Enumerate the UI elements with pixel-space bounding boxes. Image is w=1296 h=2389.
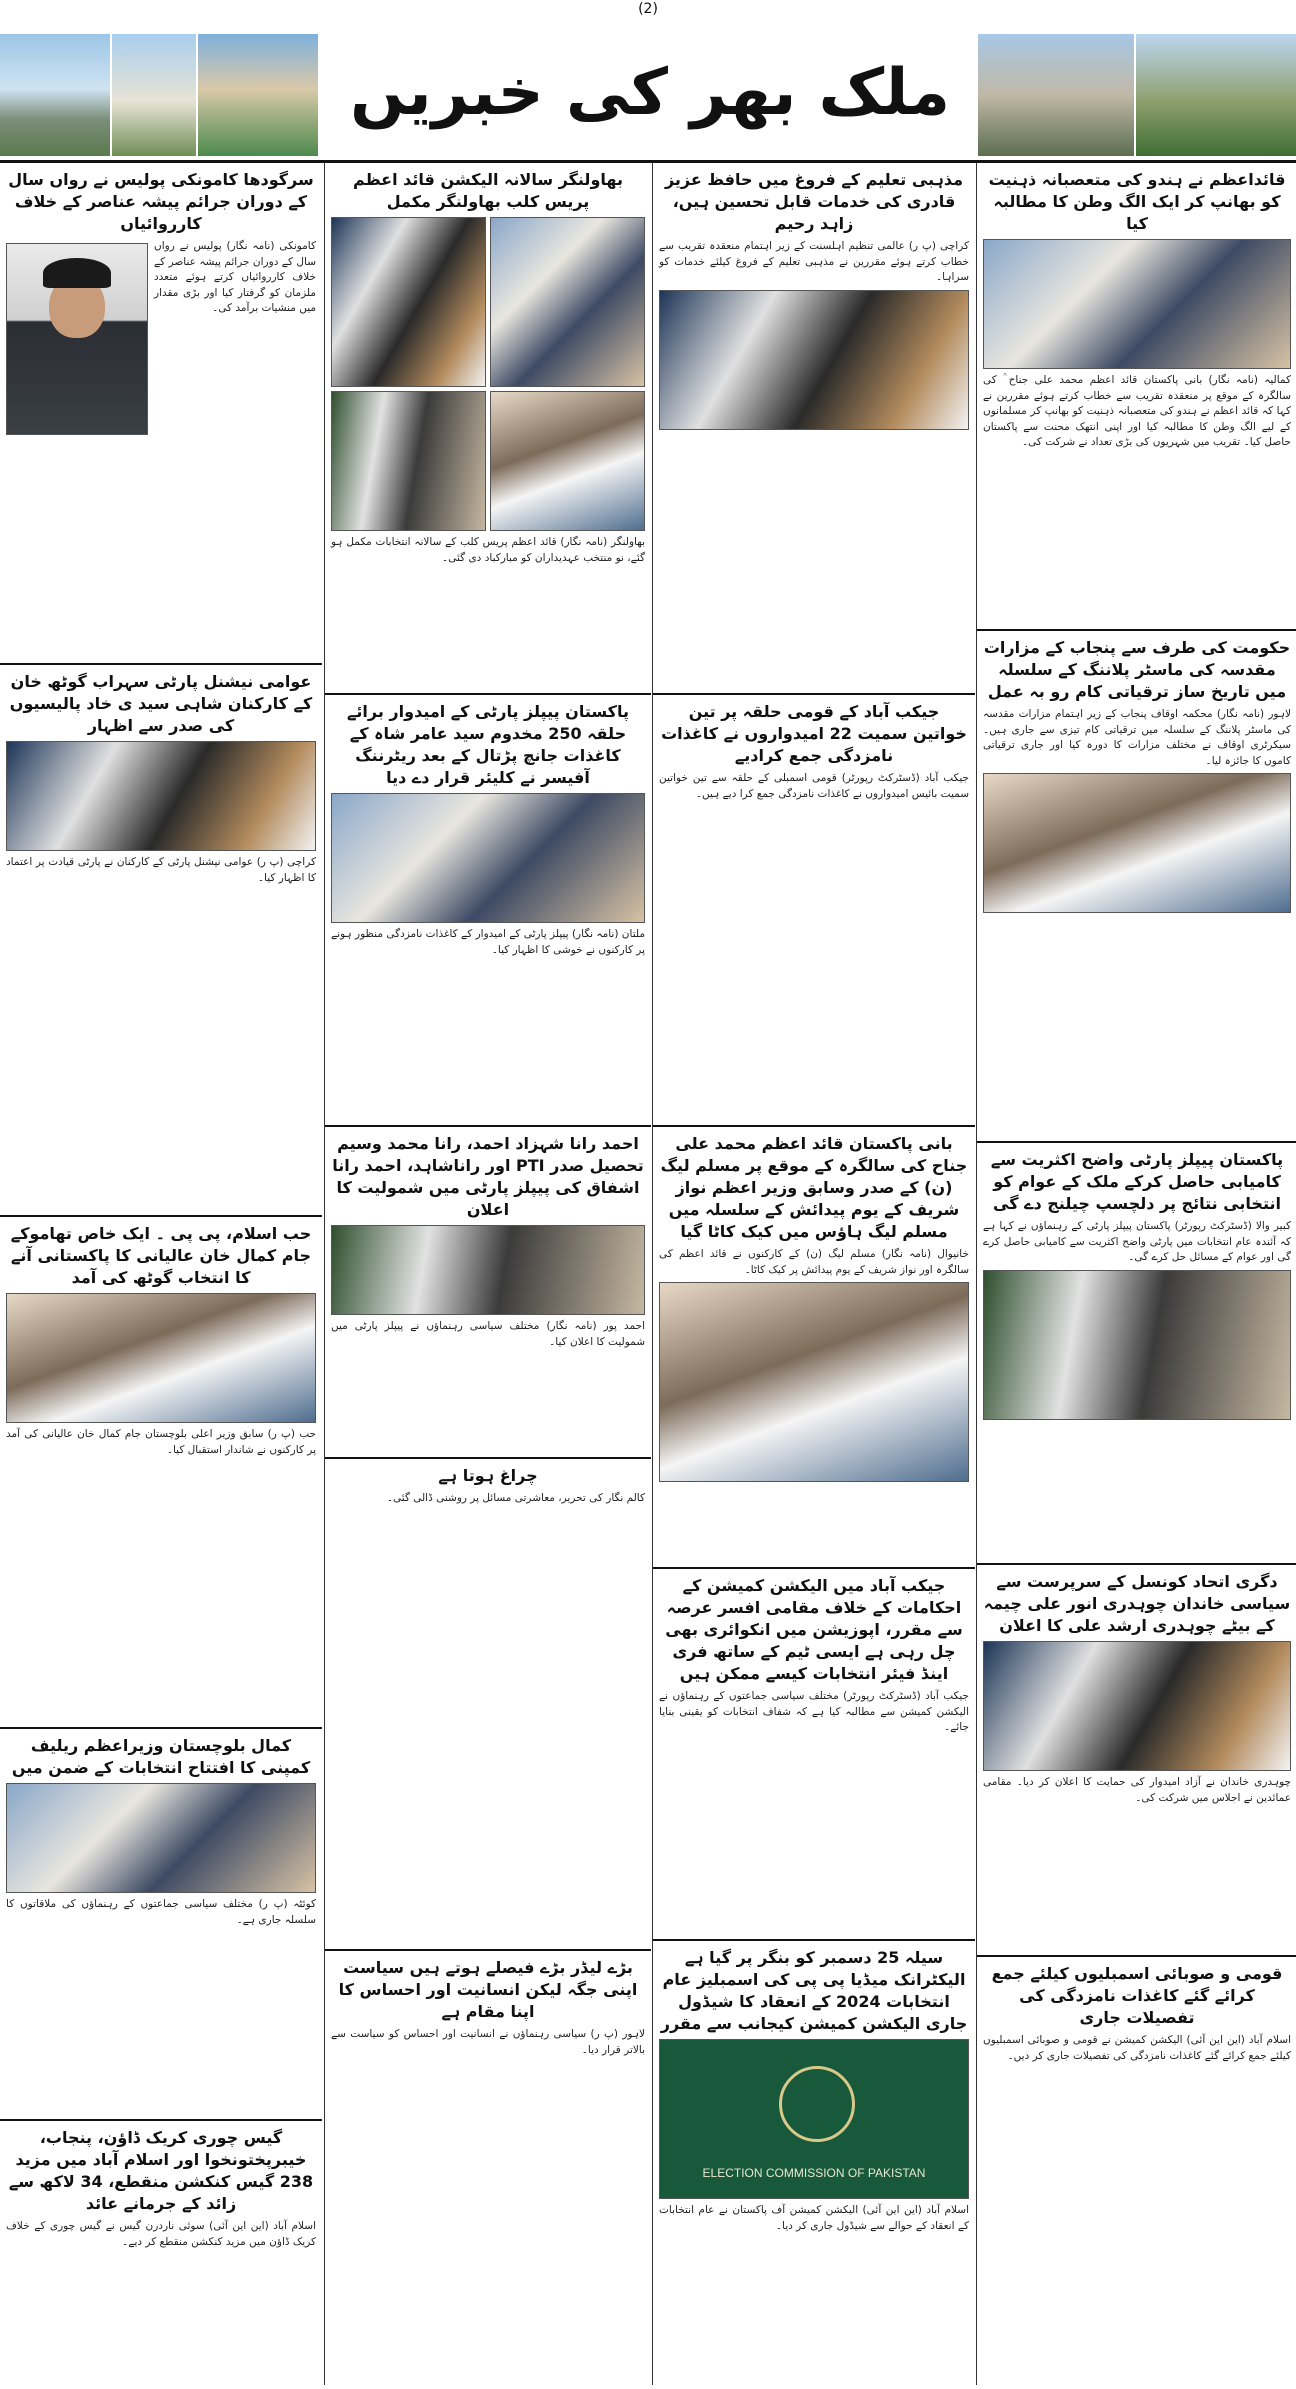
headline: چراغ ہوتا ہے <box>438 1466 538 1485</box>
headline: احمد رانا شہزاد احمد، رانا محمد وسیم تحصیل صدر PTI اور راناشاہد، احمد رانا اشفاق کی پیپلز پارٹی میں شمولیت کا اعلان <box>332 1134 644 1219</box>
photo <box>331 391 486 531</box>
headline: قومی و صوبائی اسمبلیوں کیلئے جمع کرائے گئے کاغذات نامزدگی کی تفصیلات جاری <box>991 1964 1283 2027</box>
article <box>0 163 322 665</box>
article-body: کمالیہ (نامہ نگار) بانی پاکستان قائد اعظم محمد علی جناح ؒ کی سالگرہ کے موقع پر منعقدہ تقریب سے خطاب کرتے ہوئے مقررین نے کہا کہ قائد اعظم نے ہندو کی متعصبانہ ذہنیت کو بھانپ کر مسلمانوں کے لیے الگ وطن کا مطالبہ کیا اور اپنی انتھک محنت سے پاکستان حاصل کیا۔ تقریب میں شہریوں کی بڑی تعداد نے شرکت کی۔ <box>983 374 1291 448</box>
article <box>977 163 1296 631</box>
article-body: لاہور (نامہ نگار) محکمہ اوقاف پنجاب کے زیر اہتمام مزارات مقدسہ کی ماسٹر پلاننگ کے سلسلہ میں ترقیاتی کام تیزی سے جاری ہیں۔ سیکرٹری اوقاف نے مختلف مزارات کا دورہ کیا اور جاری ترقیاتی کاموں کا جائزہ لیا۔ <box>983 708 1291 767</box>
headline: بانی پاکستان قائد اعظم محمد علی جناح کی سالگرہ کے موقع پر مسلم لیگ (ن) کے صدر وسابق وزیر اعظم نواز شریف کے یوم پیدائش کے سلسلہ میں مسلم لیگ ہاؤس میں کیک کاٹا گیا <box>660 1134 968 1241</box>
photo <box>331 217 486 387</box>
photo <box>490 391 645 531</box>
article-body: چوہدری خاندان نے آزاد امیدوار کی حمایت کا اعلان کر دیا۔ مقامی عمائدین نے اجلاس میں شرکت کی۔ <box>983 1776 1291 1804</box>
police-officer-photo <box>6 243 148 435</box>
photo <box>659 1282 969 1482</box>
article <box>325 695 651 1127</box>
photo <box>983 1641 1291 1771</box>
article-body: اسلام آباد (این این آئی) الیکشن کمیشن آف پاکستان نے عام انتخابات کے انعقاد کے حوالے سے شیڈول جاری کر دیا۔ <box>659 2204 969 2232</box>
headline: جیکب آباد میں الیکشن کمیشن کے احکامات کے خلاف مقامی افسر عرصہ سے مقرر، اپوزیشن میں انکوائری بھی چل رہی ہے ایسی ٹیم کے ساتھ فری اینڈ فیئر انتخابات کیسے ممکن ہیں <box>665 1576 963 1683</box>
article <box>653 163 975 695</box>
page-number: (2) <box>638 1 658 17</box>
article <box>0 2121 322 2385</box>
article <box>325 1127 651 1459</box>
photo <box>6 1783 316 1893</box>
headline: حکومت کی طرف سے پنجاب کے مزارات مقدسہ کی ماسٹر پلاننگ کے سلسلہ میں تاریخ ساز ترقیاتی کام رو بہ عمل <box>983 638 1291 701</box>
photo <box>659 290 969 430</box>
article <box>0 665 322 1217</box>
photo <box>490 217 645 387</box>
column-2 <box>652 163 975 2385</box>
masthead-title: ملک بھر کی خبریں <box>350 56 950 130</box>
article-body: احمد پور (نامہ نگار) مختلف سیاسی رہنماؤں نے پیپلز پارٹی میں شمولیت کا اعلان کیا۔ <box>331 1320 645 1348</box>
article <box>0 1217 322 1729</box>
photo <box>331 1225 645 1315</box>
article <box>653 1127 975 1569</box>
column-4 <box>0 163 322 2385</box>
headline: بڑے لیڈر بڑے فیصلے ہوتے ہیں سیاست اپنی جگہ لیکن انسانیت اور احساس کا اپنا مقام ہے <box>338 1958 638 2021</box>
column-3 <box>324 163 651 2385</box>
masthead-photo-right-1 <box>1136 34 1296 156</box>
article <box>977 1957 1296 2385</box>
article <box>977 1143 1296 1565</box>
photo <box>331 793 645 923</box>
article <box>653 695 975 1127</box>
article-body: کامونکی (نامہ نگار) پولیس نے رواں سال کے دوران جرائم پیشہ عناصر کے خلاف کارروائیاں کرتے ہوئے متعدد ملزمان کو گرفتار کیا اور بڑی مقدار میں منشیات برآمد کی۔ <box>154 240 316 314</box>
headline: عوامی نیشنل پارٹی سہراب گوٹھ خان کے کارکنان شاہی سید ی خاد پالیسیوں کی صدر سے اظہار <box>9 672 313 735</box>
article-body: ملتان (نامہ نگار) پیپلز پارٹی کے امیدوار کے کاغذات نامزدگی منظور ہونے پر کارکنوں نے خوشی کا اظہار کیا۔ <box>331 928 645 956</box>
article-body: حب (پ ر) سابق وزیر اعلی بلوچستان جام کمال خان عالیانی کی آمد پر کارکنوں نے شاندار استقبال کیا۔ <box>6 1428 316 1456</box>
headline: جیکب آباد کے قومی حلقہ پر تین خواتین سمیت 22 امیدواروں نے کاغذات نامزدگی جمع کرادیے <box>661 702 967 765</box>
article-body: کبیر والا (ڈسٹرکٹ رپورٹر) پاکستان پیپلز پارٹی کے رہنماؤں نے کہا ہے کہ آئندہ عام انتخابات میں پارٹی واضح اکثریت سے کامیابی حاصل کرے گی اور عوام کے مسائل حل کرے گی۔ <box>983 1220 1291 1263</box>
article-body: جیکب آباد (ڈسٹرکٹ رپورٹر) مختلف سیاسی جماعتوں کے رہنماؤں نے الیکشن کمیشن سے مطالبہ کیا ہے کہ شفاف انتخابات کو یقینی بنایا جائے۔ <box>659 1690 969 1733</box>
article-body: اسلام آباد (این این آئی) الیکشن کمیشن نے قومی و صوبائی اسمبلیوں کیلئے جمع کرائے گئے کاغذات نامزدگی کی تفصیلات جاری کر دیں۔ <box>983 2034 1291 2062</box>
article-body: خانیوال (نامہ نگار) مسلم لیگ (ن) کے کارکنوں نے قائد اعظم کی سالگرہ اور نواز شریف کے یوم پیدائش پر کیک کاٹا۔ <box>659 1248 969 1276</box>
headline: گیس چوری کریک ڈاؤن، پنجاب، خیبرپختونخوا اور اسلام آباد میں مزید 238 گیس کنکشن منقطع، 34 لاکھ سے زائد کے جرمانے عائد <box>8 2128 314 2213</box>
article-body: اسلام آباد (این این آئی) سوئی ناردرن گیس نے گیس چوری کے خلاف کریک ڈاؤن میں مزید کنکشن منقطع کر دیے۔ <box>6 2220 316 2248</box>
photo <box>983 239 1291 369</box>
article <box>325 163 651 695</box>
masthead <box>0 20 1296 163</box>
headline: پاکستان پیپلز پارٹی واضح اکثریت سے کامیابی حاصل کرکے ملک کے عوام کو انتخابی نتائج پر دلچسپ چیلنج دے گی <box>990 1150 1284 1213</box>
article <box>325 1951 651 2381</box>
headline: سیلہ 25 دسمبر کو بنگر پر گیا ہے الیکٹرانک میڈیا پی پی کی اسمبلیز عام انتخابات 2024 کے انعقاد کا شیڈول جاری الیکشن کمیشن کیجانب سے مقرر <box>660 1948 968 2033</box>
article-body: بھاولنگر (نامہ نگار) قائد اعظم پریس کلب کے سالانہ انتخابات مکمل ہو گئے، نو منتخب عہدیداران کو مبارکباد دی گئی۔ <box>331 536 645 564</box>
photo <box>6 741 316 851</box>
headline: پاکستان پیپلز پارٹی کے امیدوار برائے حلقہ 250 مخدوم سید عامر شاہ کے کاغذات جانچ پڑتال کے بعد ریٹرننگ آفیسر نے کلیئر قرار دے دیا <box>347 702 629 787</box>
article-body: کالم نگار کی تحریر، معاشرتی مسائل پر روشنی ڈالی گئی۔ <box>386 1492 645 1504</box>
headline: کمال بلوچستان وزیراعظم ریلیف کمپنی کا افتتاح انتخابات کے ضمن میں <box>11 1736 311 1777</box>
photo <box>983 1270 1291 1420</box>
masthead-photo-left-3 <box>198 34 318 156</box>
masthead-photo-right-2 <box>978 34 1134 156</box>
ecp-photo-text: ELECTION COMMISSION OF PAKISTAN <box>702 2166 926 2180</box>
article <box>977 1565 1296 1957</box>
article-body: جیکب آباد (ڈسٹرکٹ رپورٹر) قومی اسمبلی کے حلقہ سے تین خواتین سمیت بائیس امیدواروں نے کاغذات نامزدگی جمع کرا دیے ہیں۔ <box>659 772 969 800</box>
masthead-photo-left-2 <box>112 34 196 156</box>
photo <box>6 1293 316 1423</box>
column-1 <box>976 163 1296 2385</box>
headline: قائداعظم نے ہندو کی متعصبانہ ذہنیت کو بھانپ کر ایک الگ وطن کا مطالبہ کیا <box>988 170 1286 233</box>
article <box>0 1729 322 2121</box>
article-body: کوئٹہ (پ ر) مختلف سیاسی جماعتوں کے رہنماؤں کی ملاقاتوں کا سلسلہ جاری ہے۔ <box>6 1898 316 1926</box>
headline: سرگودھا کامونکی پولیس نے رواں سال کے دوران جرائم پیشہ عناصر کے خلاف کارروائیاں <box>8 170 314 233</box>
article-body: کراچی (پ ر) عوامی نیشنل پارٹی کے کارکنان نے پارٹی قیادت پر اعتماد کا اظہار کیا۔ <box>6 856 316 884</box>
article-body: لاہور (پ ر) سیاسی رہنماؤں نے انسانیت اور احساس کو سیاست سے بالاتر قرار دیا۔ <box>331 2028 645 2056</box>
masthead-photo-left-1 <box>0 34 110 156</box>
photo <box>983 773 1291 913</box>
headline: مذہبی تعلیم کے فروغ میں حافظ عزیز قادری کی خدمات قابل تحسین ہیں، زاہد رحیم <box>664 170 964 233</box>
headline: حب اسلام، پی پی ۔ ایک خاص تھاموکے جام کمال خان عالیانی کا پاکستانی آنے کا انتخاب گوٹھ کی آمد <box>10 1224 312 1287</box>
article <box>325 1459 651 1951</box>
headline: بھاولنگر سالانہ الیکشن قائد اعظم پریس کلب بھاولنگر مکمل <box>353 170 623 211</box>
ecp-photo <box>659 2039 969 2199</box>
article <box>653 1941 975 2371</box>
headline: دگری اتحاد کونسل کے سرپرست سے سیاسی خاندان چوہدری انور علی چیمہ کے بیٹے چوہدری ارشد علی کا اعلان <box>983 1572 1291 1635</box>
article <box>977 631 1296 1143</box>
article <box>653 1569 975 1941</box>
article-body: کراچی (پ ر) عالمی تنظیم اہلسنت کے زیر اہتمام منعقدہ تقریب سے خطاب کرتے ہوئے مقررین نے مذہبی تعلیم کے فروغ کیلئے خدمات کو سراہا۔ <box>659 240 969 283</box>
